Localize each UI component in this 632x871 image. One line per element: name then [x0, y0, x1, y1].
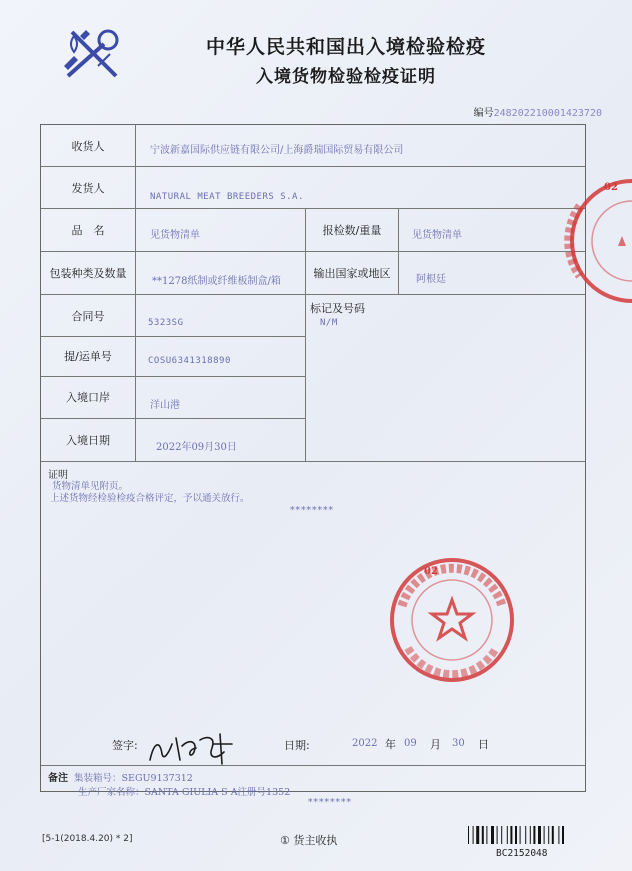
statement-label: 证明: [48, 470, 68, 481]
column-divider: [135, 124, 136, 461]
consignor-value: NATURAL MEAT BREEDERS S.A.: [150, 192, 304, 202]
edge-seal-number: 02: [604, 182, 618, 193]
row-divider: [41, 376, 305, 377]
entry-port-value: 洋山港: [150, 400, 180, 411]
sign-year: 2022: [352, 738, 378, 749]
document-title: 中华人民共和国出入境检验检疫: [205, 36, 486, 58]
remarks-line-2: 生产厂家名称：SANTA GIULIA S A注册号1352: [78, 787, 291, 798]
row-divider: [41, 418, 305, 419]
quantity-weight-label: 报检数/重量: [322, 224, 382, 237]
bill-of-lading-value: COSU6341318890: [148, 356, 231, 366]
row-divider: [41, 251, 585, 252]
row-divider: [41, 294, 585, 295]
consignee-value: 宁波新嘉国际供应链有限公司/上海爵瑞国际贸易有限公司: [150, 145, 404, 156]
remarks-label: 备注: [48, 773, 68, 784]
statement-stars: ********: [290, 506, 334, 516]
serial-label: 编号: [473, 108, 494, 119]
product-name-label: 品 名: [71, 224, 105, 237]
signature-label: 签字:: [112, 739, 138, 752]
statement-line-2: 上述货物经检验检疫合格评定，予以通关放行。: [50, 493, 250, 504]
month-unit: 月: [430, 738, 441, 751]
year-unit: 年: [385, 738, 396, 751]
origin-country-value: 阿根廷: [416, 274, 446, 285]
serial-value: 248202210001423720: [493, 108, 602, 119]
document-subtitle: 入境货物检验检疫证明: [256, 67, 436, 87]
contract-number-label: 合同号: [71, 310, 105, 323]
entry-port-label: 入境口岸: [66, 391, 110, 404]
entry-date-label: 入境日期: [66, 434, 110, 447]
column-divider: [305, 208, 306, 461]
marks-label: 标记及号码: [310, 302, 365, 315]
date-label: 日期:: [284, 739, 310, 752]
bill-of-lading-label: 提/运单号: [64, 350, 112, 363]
statement-line-1: 货物清单见附页。: [52, 481, 129, 492]
column-divider: [398, 208, 399, 294]
handwritten-signature: [146, 730, 242, 766]
barcode-number: BC2152048: [496, 848, 548, 859]
product-name-value: 见货物清单: [150, 230, 200, 241]
row-divider: [41, 336, 305, 337]
copy-label: ① 货主收执: [280, 834, 338, 847]
row-divider: [41, 765, 585, 766]
packing-label: 包装种类及数量: [49, 267, 127, 280]
sign-day: 30: [452, 738, 465, 749]
entry-date-value: 2022年09月30日: [156, 442, 237, 453]
consignor-label: 发货人: [71, 182, 105, 195]
contract-number-value: 5323SG: [148, 318, 184, 328]
seal-number: 02: [424, 566, 438, 577]
consignee-label: 收货人: [71, 140, 105, 153]
row-divider: [41, 166, 585, 167]
row-divider: [41, 461, 585, 462]
official-seal-icon: [388, 556, 516, 684]
marks-value: N/M: [320, 318, 338, 328]
barcode-icon: [468, 826, 586, 844]
edge-seal-icon: [562, 176, 632, 306]
packing-value: **1278纸制或纤维板制盒/箱: [152, 276, 281, 287]
row-divider: [41, 208, 585, 209]
remarks-line-1: 集装箱号：SEGU9137312: [74, 773, 193, 784]
serial-number: [474, 104, 602, 119]
form-code: [5-1(2018.4.20) * 2]: [42, 834, 133, 844]
remarks-stars: ********: [308, 798, 352, 808]
quantity-weight-value: 见货物清单: [412, 230, 462, 241]
origin-country-label: 输出国家或地区: [313, 267, 391, 280]
sign-month: 09: [404, 738, 417, 749]
day-unit: 日: [478, 738, 489, 751]
